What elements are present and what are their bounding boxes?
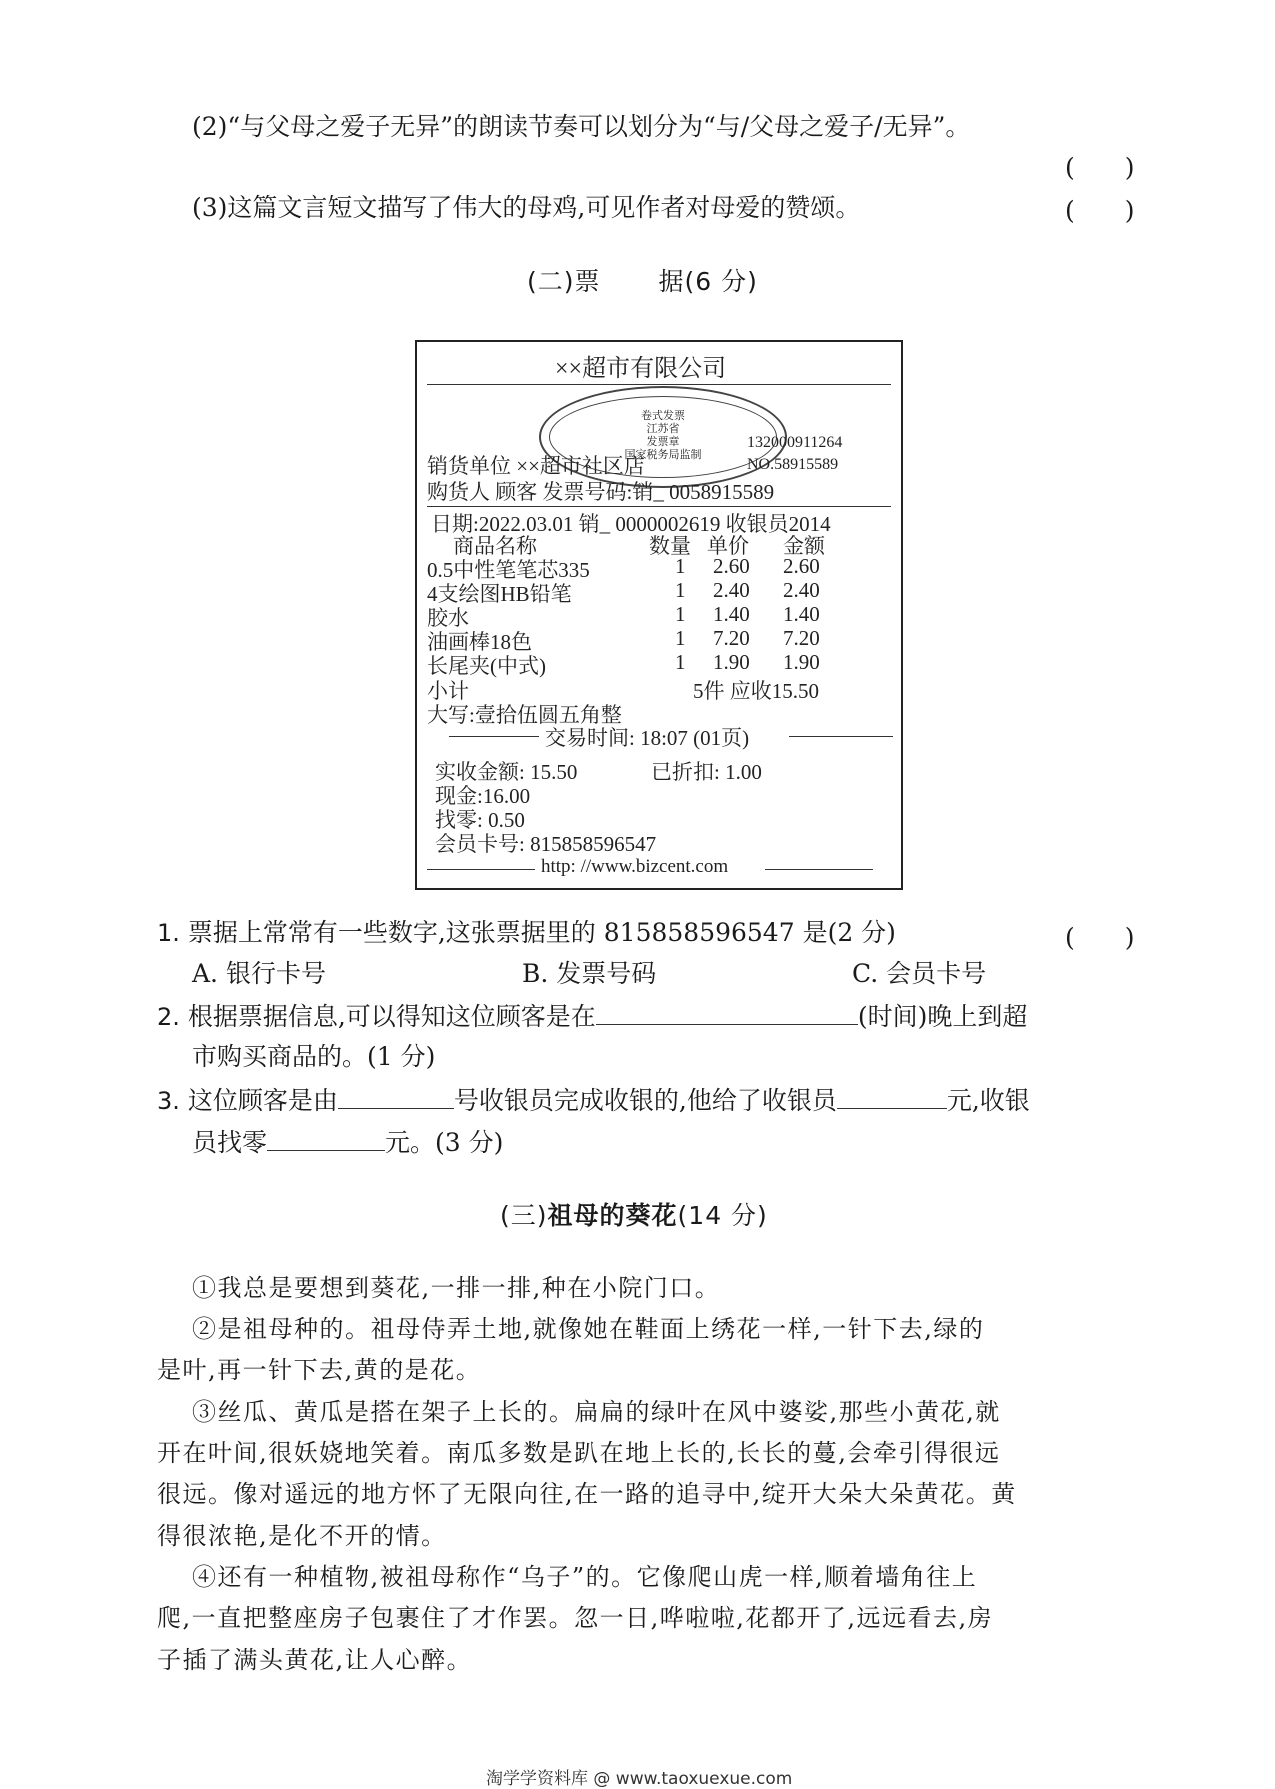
receipt-subtotal-label: 小计 [427, 679, 469, 703]
judge-q3-paren[interactable]: ( ) [1065, 196, 1135, 225]
receipt-code1: 132000911264 [747, 434, 843, 451]
passage-line-6: 很远。像对遥远的地方怀了无限向往,在一路的追寻中,绽开大朵大朵黄花。黄 [157, 1480, 1017, 1508]
passage-line-3: 是叶,再一针下去,黄的是花。 [157, 1356, 482, 1384]
footer-watermark: 淘学学资料库 @ www.taoxuexue.com [486, 1769, 793, 1789]
question-1-number: 1. [157, 919, 180, 947]
answer-blank-paid[interactable] [837, 1082, 947, 1109]
item-qty: 1 [675, 626, 686, 650]
passage-line-10: 子插了满头黄花,让人心醉。 [157, 1646, 473, 1674]
section3-title-c: (14 分) [677, 1201, 768, 1230]
question-2-number: 2. [157, 1003, 180, 1031]
section2-title-b: 据(6 分) [658, 267, 758, 296]
item-qty: 1 [675, 578, 686, 602]
section2-title [527, 262, 758, 298]
receipt-seller: 销货单位 ××超市社区店 [427, 454, 645, 478]
receipt-url: http: //www.bizcent.com [541, 856, 729, 877]
passage-line-1: ①我总是要想到葵花,一排一排,种在小院门口。 [192, 1274, 721, 1302]
receipt-capital: 大写:壹拾伍圆五角整 [427, 703, 622, 727]
item-qty: 1 [675, 554, 686, 578]
section3-title [500, 1196, 768, 1232]
judge-q3: (3)这篇文言短文描写了伟大的母鸡,可见作者对母爱的赞颂。 [192, 193, 861, 222]
passage-line-7: 得很浓艳,是化不开的情。 [157, 1522, 447, 1550]
passage-line-8: ④还有一种植物,被祖母称作“乌子”的。它像爬山虎一样,顺着墙角往上 [192, 1563, 978, 1591]
question-2 [157, 998, 1027, 1034]
judge-q2: (2)“与父母之爱子无异”的朗读节奏可以划分为“与/父母之爱子/无异”。 [192, 112, 971, 141]
section2-title-a: (二)票 [527, 267, 601, 296]
question-2-continued: 市购买商品的。(1 分) [192, 1042, 436, 1071]
receipt-rule-url-right [765, 869, 873, 870]
receipt-date-line: 日期:2022.03.01 销_ 0000002619 收银员2014 [431, 512, 831, 536]
question-3-text-c: 元,收银 [946, 1086, 1030, 1115]
option-a[interactable]: A. 银行卡号 [192, 959, 326, 988]
passage-line-2: ②是祖母种的。祖母侍弄土地,就像她在鞋面上绣花一样,一针下去,绿的 [192, 1315, 985, 1343]
option-c[interactable]: C. 会员卡号 [852, 959, 987, 988]
receipt-discount: 已折扣: 1.00 [651, 760, 762, 784]
item-name: 胶水 [427, 606, 469, 630]
section3-title-b: 祖母的葵花 [547, 1201, 678, 1230]
item-name: 0.5中性笔笔芯335 [427, 558, 590, 582]
question-3-text-a: 这位顾客是由 [187, 1086, 338, 1115]
item-price: 7.20 [713, 626, 750, 650]
item-amount: 7.20 [783, 626, 820, 650]
answer-blank-cashier[interactable] [338, 1082, 454, 1109]
question-3-text-d: 员找零 [192, 1128, 268, 1157]
item-price: 2.60 [713, 554, 750, 578]
question-2-text-a: 根据票据信息,可以得知这位顾客是在 [187, 1002, 596, 1031]
passage-line-4: ③丝瓜、黄瓜是搭在架子上长的。扁扁的绿叶在风中婆娑,那些小黄花,就 [192, 1398, 1001, 1426]
option-b[interactable]: B. 发票号码 [522, 959, 657, 988]
item-price: 2.40 [713, 578, 750, 602]
header-qty: 数量 [649, 534, 691, 558]
receipt-rule-top [427, 384, 891, 385]
receipt-paid: 实收金额: 15.50 [435, 760, 578, 784]
question-2-text-b: (时间)晚上到超 [857, 1002, 1028, 1031]
question-1-text: 票据上常常有一些数字,这张票据里的 815858596547 是(2 分) [187, 918, 896, 947]
stamp-line-4: 国家税务局监制 [624, 449, 702, 461]
item-price: 1.90 [713, 650, 750, 674]
answer-blank-change[interactable] [267, 1124, 385, 1151]
stamp-line-3: 发票章 [646, 436, 680, 448]
item-name: 4支绘图HB铅笔 [427, 582, 572, 606]
receipt-code2: NO.58915589 [747, 456, 839, 473]
receipt-buyer: 购货人 顾客 发票号码:销_ 0058915589 [427, 480, 775, 504]
section3-title-a: (三) [500, 1201, 548, 1230]
passage-line-9: 爬,一直把整座房子包裹住了才作罢。忽一日,哗啦啦,花都开了,远远看去,房 [157, 1604, 994, 1632]
question-3-continued [192, 1124, 503, 1160]
receipt-change: 找零: 0.50 [435, 808, 525, 832]
header-amount: 金额 [783, 534, 825, 558]
item-price: 1.40 [713, 602, 750, 626]
answer-blank-time[interactable] [596, 998, 858, 1025]
receipt-rule-2 [427, 506, 891, 507]
question-3-number: 3. [157, 1087, 180, 1115]
passage-line-5: 开在叶间,很妖娆地笑着。南瓜多数是趴在地上长的,长长的蔓,会牵引得很远 [157, 1439, 1001, 1467]
stamp-line-1: 卷式发票 [641, 410, 685, 422]
question-1 [157, 916, 896, 950]
receipt-company: ××超市有限公司 [555, 356, 727, 382]
question-3-text-b: 号收银员完成收银的,他给了收银员 [453, 1086, 837, 1115]
question-3-text-e: 元。(3 分) [385, 1128, 504, 1157]
item-qty: 1 [675, 650, 686, 674]
item-amount: 2.60 [783, 554, 820, 578]
receipt-trade-time: 交易时间: 18:07 (01页) [545, 726, 750, 750]
header-price: 单价 [707, 534, 749, 558]
item-amount: 2.40 [783, 578, 820, 602]
receipt-cash: 现金:16.00 [435, 784, 531, 808]
item-name: 油画棒18色 [427, 630, 532, 654]
question-1-paren[interactable]: ( ) [1065, 923, 1135, 952]
item-name: 长尾夹(中式) [427, 654, 546, 678]
receipt-rule-time-right [789, 736, 893, 737]
question-3 [157, 1082, 1030, 1118]
judge-q2-paren[interactable]: ( ) [1065, 153, 1135, 182]
receipt-rule-time-left [449, 736, 539, 737]
receipt [415, 340, 903, 890]
item-amount: 1.40 [783, 602, 820, 626]
item-amount: 1.90 [783, 650, 820, 674]
receipt-subtotal-value: 5件 应收15.50 [693, 679, 819, 703]
item-qty: 1 [675, 602, 686, 626]
receipt-rule-url-left [427, 869, 535, 870]
header-name: 商品名称 [453, 534, 537, 558]
stamp-line-2: 江苏省 [646, 423, 680, 435]
receipt-member: 会员卡号: 815858596547 [435, 832, 657, 856]
